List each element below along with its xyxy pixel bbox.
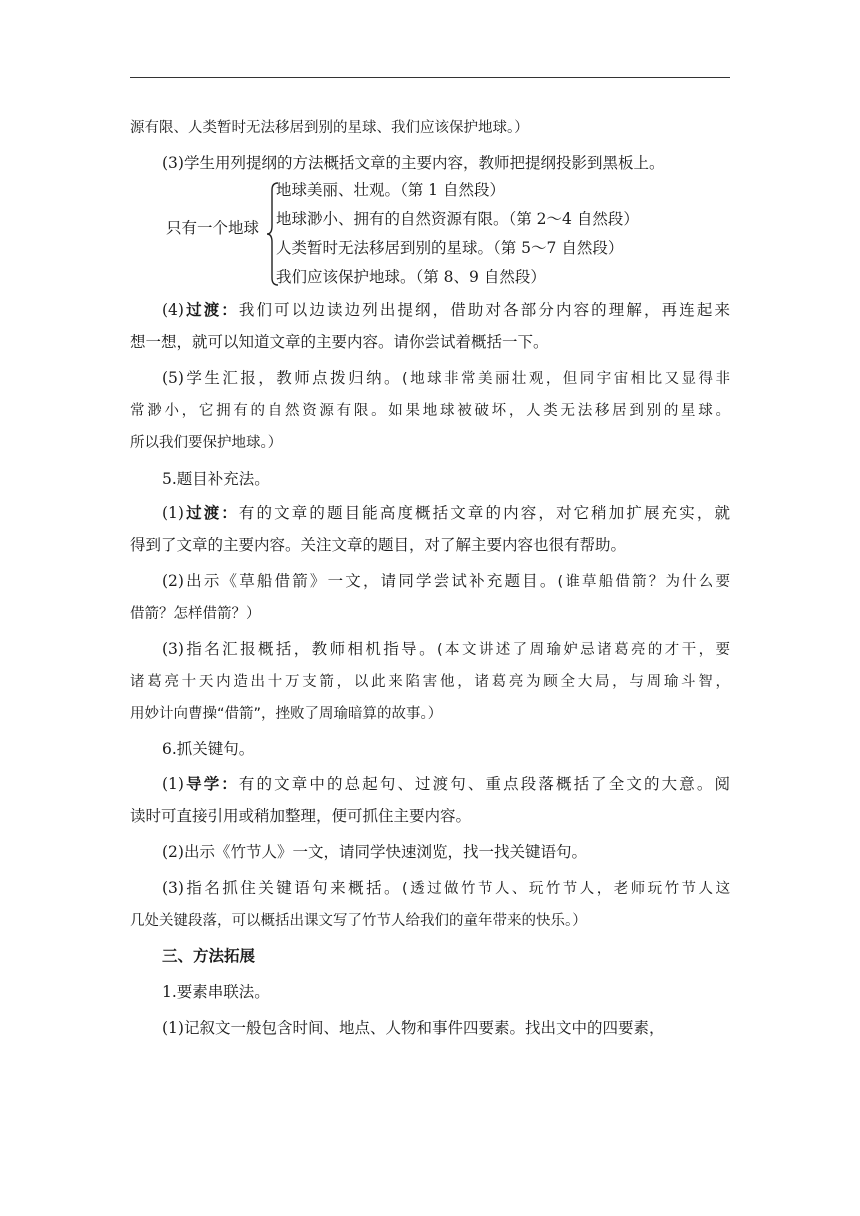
paragraph-line: (2)出示《草船借箭》一文，请同学尝试补充题目。(谁草船借箭？为什么要 [162, 572, 730, 590]
paragraph-line: (1)记叙文一般包含时间、地点、人物和事件四要素。找出文中的四要素， [162, 1019, 665, 1037]
annotation-text: 所以我们要保护地球。） [130, 435, 283, 451]
bold-label: 过渡： [183, 504, 239, 522]
annotation-text: (地球非常美丽壮观，但同宇宙相比又显得非 [402, 371, 730, 387]
bold-label: 导学： [183, 775, 239, 793]
annotation-text: 借箭？怎样借箭？） [130, 606, 261, 622]
paragraph-line: (4)过渡：我们可以边读边列出提纲，借助对各部分内容的理解，再连起来 [162, 301, 730, 319]
paragraph-line [130, 427, 730, 457]
annotation-text: 几处关键段落，可以概括出课文写了竹节人给我们的童年带来的快乐。） [130, 913, 587, 929]
outline-item: 我们应该保护地球。（第 8、9 自然段） [276, 268, 546, 286]
paragraph-line: (2)出示《竹节人》一文，请同学快速浏览，找一找关键语句。 [162, 843, 587, 861]
section-heading: 6.抓关键句。 [162, 740, 255, 758]
paragraph-line: 读时可直接引用或稍加整理，便可抓住主要内容。 [130, 807, 472, 825]
paragraph-line: (3)学生用列提纲的方法概括文章的主要内容，教师把提纲投影到黑板上。 [162, 154, 665, 172]
paragraph-line [130, 598, 730, 628]
paragraph-line: (3)指名汇报概括，教师相机指导。(本文讲述了周瑜妒忌诸葛亮的才干，要 [162, 640, 730, 658]
annotation-text: 源有限、人类暂时无法移居到别的星球、我们应该保护地球。） [130, 120, 529, 136]
annotation-text: 用妙计向曹操“借箭”，挫败了周瑜暗算的故事。） [130, 706, 443, 722]
paragraph-line: 想一想，就可以知道文章的主要内容。请你尝试着概括一下。 [130, 333, 549, 351]
section-heading: 5.题目补充法。 [162, 470, 270, 488]
paragraph-line: (5)学生汇报，教师点拨归纳。(地球非常美丽壮观，但同宇宙相比又显得非 [162, 369, 730, 387]
outline-item: 地球渺小、拥有的自然资源有限。（第 2～4 自然段） [276, 210, 639, 228]
outline-item: 人类暂时无法移居到别的星球。（第 5～7 自然段） [276, 239, 624, 257]
paragraph-line [130, 395, 730, 425]
outline-title: 只有一个地球 [166, 219, 260, 237]
paragraph-line [130, 905, 730, 935]
paragraph-line: (3)指名抓住关键语句来概括。(透过做竹节人、玩竹节人，老师玩竹节人这 [162, 879, 730, 897]
annotation-text: (透过做竹节人、玩竹节人，老师玩竹节人这 [402, 881, 730, 897]
outline-item: 地球美丽、壮观。（第 1 自然段） [276, 181, 505, 199]
annotation-text: 诸葛亮十天内造出十万支箭，以此来陷害他，诸葛亮为顾全大局，与周瑜斗智， [130, 674, 730, 690]
paragraph-line: 得到了文章的主要内容。关注文章的题目，对了解主要内容也很有帮助。 [130, 536, 627, 554]
header-rule [130, 77, 730, 78]
paragraph-line [130, 112, 730, 142]
paragraph-line [130, 698, 730, 728]
paragraph-line [130, 666, 730, 696]
section-title: 三、方法拓展 [162, 947, 256, 965]
paragraph-line: (1)导学：有的文章中的总起句、过渡句、重点段落概括了全文的大意。阅 [162, 775, 730, 793]
annotation-text: (谁草船借箭？为什么要 [557, 574, 730, 590]
annotation-text: 常渺小，它拥有的自然资源有限。如果地球被破坏，人类无法移居到别的星球。 [130, 403, 730, 419]
bold-label: 过渡： [183, 301, 239, 319]
paragraph-line: (1)过渡：有的文章的题目能高度概括文章的内容，对它稍加扩展充实，就 [162, 504, 730, 522]
annotation-text: (本文讲述了周瑜妒忌诸葛亮的才干，要 [437, 642, 730, 658]
section-heading: 1.要素串联法。 [162, 983, 270, 1001]
